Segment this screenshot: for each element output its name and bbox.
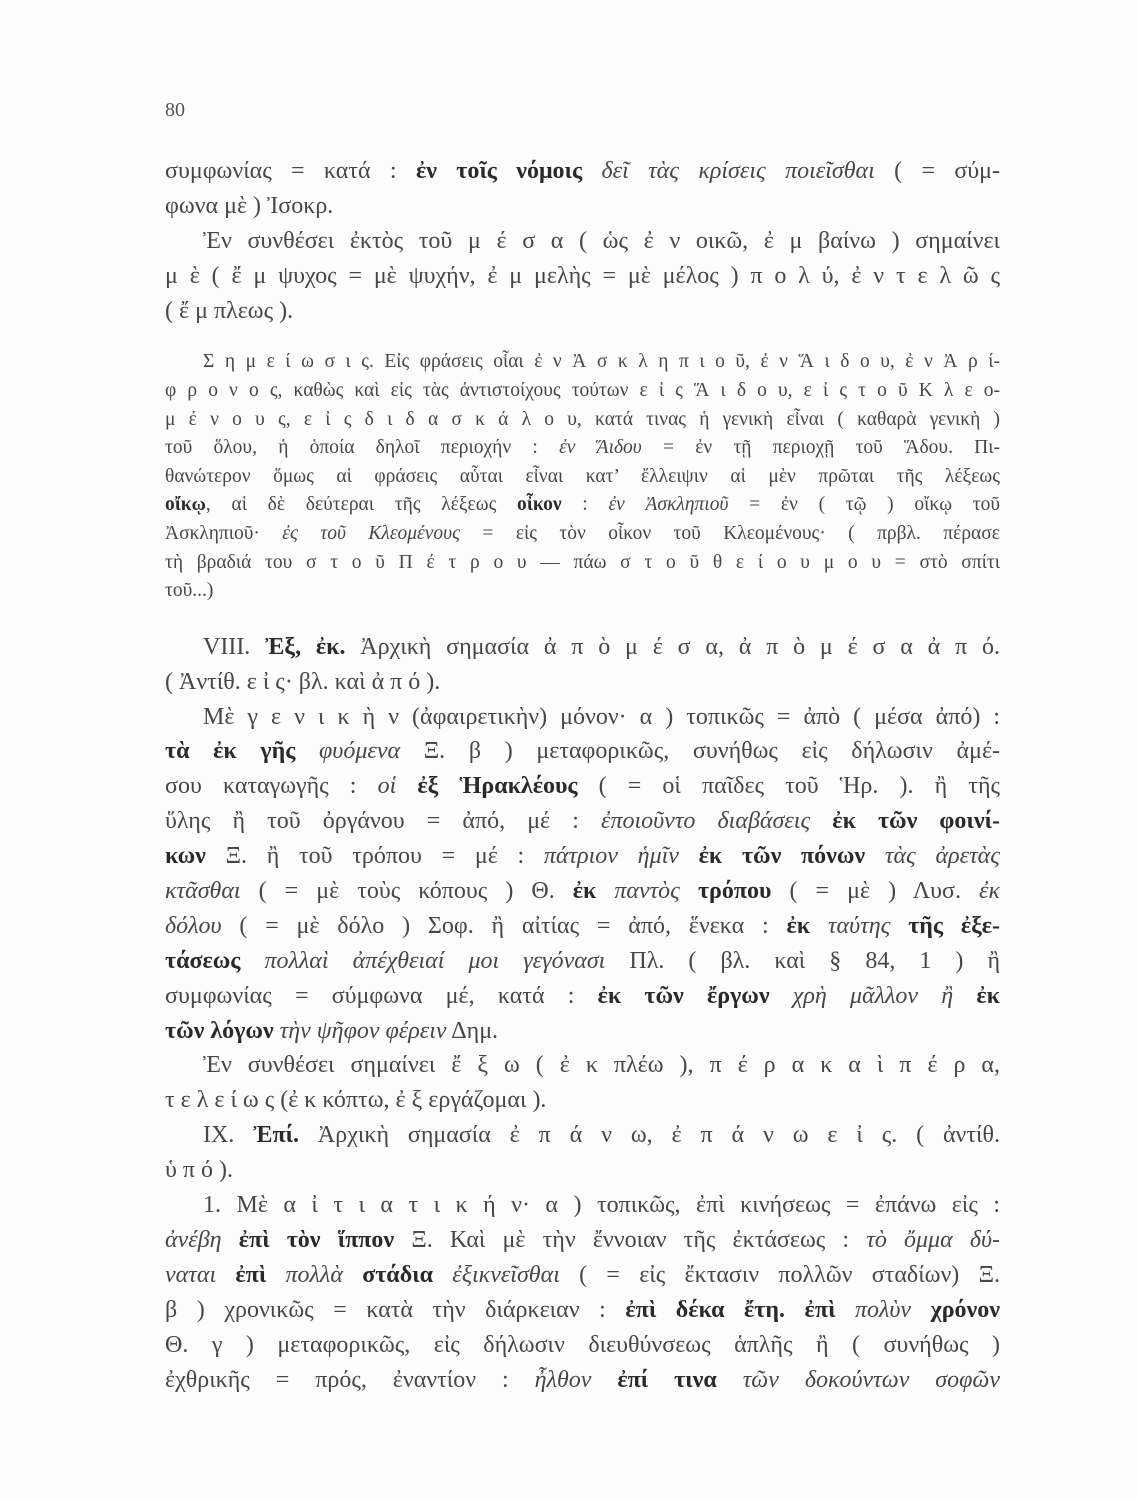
text-segment: Ἀρχικὴ σημασία ἐ π ά ν ω, ἐ π ά ν ω ε ἰ ς. ( ἀντίθ. (299, 1122, 1000, 1149)
bold-term: ἐκ (786, 912, 811, 939)
bold-term: ἐξ Ἡρακλέους (396, 773, 578, 800)
italic-example: ἦλθον (534, 1366, 592, 1393)
text-line (165, 1083, 1000, 1118)
text-segment: Θ. γ ) μεταφορικῶς, εἰς δήλωσιν διευθύνσεως ἁπλῆς ἢ ( συνήθως ) (165, 1331, 1000, 1358)
paragraph (165, 700, 1000, 1049)
text-segment: = ἐν ( τῷ ) οἴκῳ τοῦ (728, 494, 1000, 516)
text-line (165, 734, 1000, 769)
text-line (165, 1363, 1000, 1398)
text-segment: Ξ. Καὶ μὲ τὴν ἔννοιαν τῆς ἐκτάσεως : (394, 1226, 867, 1253)
italic-example: ἐποιοῦντο διαβάσεις (601, 808, 811, 835)
text-segment: Πλ. ( βλ. καὶ § 84, 1 ) ἢ (605, 947, 1000, 974)
text-segment: ἐχθρικῆς = πρός, ἐναντίον : (165, 1366, 535, 1393)
italic-example: τὴν ψῆφον φέρειν (273, 1017, 447, 1044)
bold-term: ἐκ τῶν ἔργων (597, 982, 770, 1009)
text-segment: φωνα μὲ ) Ἰσοκρ. (165, 192, 334, 219)
text-line (165, 1118, 1000, 1153)
text-segment: Δημ. (446, 1017, 499, 1044)
bold-term: Ἐξ, ἐκ. (265, 633, 346, 660)
text-line (165, 224, 1000, 259)
bold-term: οἴκῳ (165, 494, 206, 516)
text-line (165, 665, 1000, 700)
text-segment: Ἐν συνθέσει σημαίνει ἔ ξ ω ( ἐ κ πλέω ), π έ ρ α κ α ὶ π έ ρ α, (203, 1052, 1000, 1079)
italic-example: πάτριον ἡμῖν (543, 843, 679, 870)
text-line (165, 189, 1000, 224)
bold-term: οἶκον (517, 494, 562, 516)
bold-term: τῶν λόγων (165, 1017, 274, 1044)
text-line (165, 979, 1000, 1014)
text-segment: Μὲ γ ε ν ι κ ὴ ν (ἀφαιρετικὴν) μόνον· α ) τοπικῶς = ἀπὸ ( μέσα ἀπό) : (203, 703, 1000, 730)
text-line (165, 520, 1000, 549)
text-segment: IX. (203, 1122, 254, 1149)
text-segment: τοῦ...) (165, 580, 214, 602)
italic-example: πολλὰ (266, 1261, 343, 1288)
italic-example: ἐξικνεῖσθαι (433, 1261, 560, 1288)
text-line (165, 700, 1000, 735)
text-segment: φ ρ ο ν ο ς, καθὼς καὶ εἰς τὰς ἀντιστοίχους τούτων ε ἰ ς Ἅ ι δ ο υ, ε ἰ ς τ ο ῦ Κ λ ε ο- (165, 380, 1000, 402)
italic-example: φυόμενα (295, 738, 401, 765)
bold-term: χρόνον (911, 1296, 1000, 1323)
text-segment: ( ἔ μ πλεως ). (165, 297, 294, 324)
paragraph (165, 1188, 1000, 1397)
bold-term: ἐπὶ (216, 1261, 267, 1288)
bold-term: ἐπὶ τὸν ἵππον (221, 1226, 395, 1253)
text-line (165, 944, 1000, 979)
text-segment: συμφωνίας = σύμφωνα μέ, κατά : (165, 982, 598, 1009)
italic-example: κτᾶσθαι (165, 878, 241, 905)
bold-term: ἐκ (572, 878, 597, 905)
text-segment: ὕλης ἢ τοῦ ὀργάνου = ἀπό, μέ : (165, 808, 602, 835)
text-segment: Ἀσκληπιοῦ· (165, 523, 283, 545)
text-segment: Ἀρχικὴ σημασία ἀ π ὸ μ έ σ α, ἀ π ὸ μ έ σ α ἀ π ό. (345, 633, 1000, 660)
page-text-body (165, 154, 1000, 1397)
bold-term: ἐκ (953, 982, 1000, 1009)
bold-term: ἐπί τινα (591, 1366, 717, 1393)
text-line (165, 1014, 1000, 1049)
text-line (165, 1328, 1000, 1363)
text-segment: ( = εἰς ἔκτασιν πολλῶν σταδίων) Ξ. (559, 1261, 1000, 1288)
text-segment: Ἐν συνθέσει ἐκτὸς τοῦ μ έ σ α ( ὡς ἐ ν οικῶ, ἐ μ βαίνω ) σημαίνει (203, 227, 1000, 254)
italic-example: δεῖ τὰς κρίσεις ποιεῖσθαι (582, 158, 875, 184)
text-segment: = εἰς τὸν οἶκον τοῦ Κλεομένους· ( πρβλ. πέρασε (460, 523, 1000, 545)
paragraph (165, 224, 1000, 329)
bold-term: τὰ ἐκ γῆς (165, 738, 296, 765)
bold-term: τάσεως (165, 947, 241, 974)
bold-term: τρόπου (679, 878, 772, 905)
text-segment: ( = οἱ παῖδες τοῦ Ἡρ. ). ἢ τῆς (577, 773, 1000, 800)
text-segment: Σ η μ ε ί ω σ ι ς. Εἰς φράσεις οἷαι ἐ ν Ἀ σ κ λ η π ι ο ῦ, ἐ ν Ἅ ι δ ο υ, ἐ ν Ἀ ρ ί- (203, 351, 1000, 373)
bold-term: ἐπὶ δέκα ἔτη. ἐπὶ (625, 1296, 836, 1323)
text-segment: ( = μὲ δόλο ) Σοφ. ἢ αἰτίας = ἀπό, ἕνεκα : (221, 912, 787, 939)
text-segment: ὑ π ό ). (165, 1157, 233, 1184)
paragraph (165, 1118, 1000, 1188)
text-segment: τ ε λ ε ί ω ς (ἐ κ κόπτω, ἐ ξ εργάζομαι ). (165, 1087, 547, 1114)
text-line (165, 1048, 1000, 1083)
italic-example: ἐκ (979, 878, 1000, 905)
text-line (165, 874, 1000, 909)
italic-example: ναται (165, 1261, 217, 1288)
text-segment: Ξ. β ) μεταφορικῶς, συνήθως εἰς δήλωσιν ἀμέ- (400, 738, 1000, 765)
text-line (165, 549, 1000, 578)
text-segment: ( = σύμ- (874, 158, 1000, 184)
text-line (165, 1188, 1000, 1223)
italic-example: δόλου (165, 912, 222, 939)
text-segment: συμφωνίας = κατά : (165, 158, 416, 184)
paragraph (165, 154, 1000, 224)
text-segment: θανώτερον ὅμως αἱ φράσεις αὗται εἶναι κατ’ ἔλλειψιν αἱ μὲν πρῶται τῆς λέξεως (165, 465, 1000, 487)
text-segment: : (561, 494, 609, 516)
text-line (165, 1223, 1000, 1258)
text-line (165, 294, 1000, 329)
paragraph (165, 630, 1000, 700)
text-line (165, 154, 1000, 189)
text-line (165, 348, 1000, 377)
text-segment: ( = μὲ τοὺς κόπους ) Θ. (240, 878, 573, 905)
text-line (165, 463, 1000, 492)
italic-example: πολὺν (835, 1296, 912, 1323)
italic-example: ἀνέβη (165, 1226, 222, 1253)
text-line (165, 1153, 1000, 1188)
text-line (165, 1293, 1000, 1328)
text-segment: β ) χρονικῶς = κατὰ τὴν διάρκειαν : (165, 1296, 626, 1323)
italic-example: ταύτης (810, 912, 891, 939)
paragraph (165, 1048, 1000, 1118)
italic-example: τὰς ἀρετὰς (865, 843, 1000, 870)
text-line (165, 1258, 1000, 1293)
text-segment: 1. Μὲ α ἰ τ ι α τ ι κ ή ν· α ) τοπικῶς, ἐπὶ κινήσεως = ἐπάνω εἰς : (203, 1192, 1000, 1219)
text-line (165, 377, 1000, 406)
text-line (165, 839, 1000, 874)
text-line (165, 804, 1000, 839)
italic-example: τὸ ὄμμα δύ- (866, 1226, 1000, 1253)
italic-example: παντὸς (596, 878, 680, 905)
text-line (165, 491, 1000, 520)
text-segment: ( = μὲ ) Λυσ. (771, 878, 980, 905)
text-segment: VIII. (203, 633, 266, 660)
text-segment: μ έ ν ο υ ς, ε ἰ ς δ ι δ α σ κ ά λ ο υ, κατά τινας ἡ γενικὴ εἶναι ( καθαρὰ γενικὴ ) (165, 408, 1000, 430)
text-line (165, 434, 1000, 463)
text-segment: , αἱ δὲ δεύτεραι τῆς λέξεως (205, 494, 518, 516)
italic-example: ἐς τοῦ Κλεομένους (282, 523, 461, 545)
text-line (165, 406, 1000, 435)
page-number: 80 (165, 99, 185, 121)
text-line (165, 909, 1000, 944)
text-line (165, 769, 1000, 804)
bold-term: ἐκ τῶν φοινί- (810, 808, 1000, 835)
text-segment: μ ὲ ( ἔ μ ψυχος = μὲ ψυχήν, ἐ μ μελὴς = μὲ μέλος ) π ο λ ύ, ἐ ν τ ε λ ῶ ς (165, 262, 1000, 289)
text-segment: ( Ἀντίθ. ε ἰ ς· βλ. καὶ ἀ π ό ). (165, 668, 441, 695)
note-paragraph (165, 348, 1000, 605)
bold-term: κων (165, 843, 206, 870)
bold-term: ἐν τοῖς νόμοις (415, 158, 583, 184)
italic-example: πολλαὶ ἀπέχθειαί μοι γεγόνασι (240, 947, 606, 974)
italic-example: οἱ (377, 773, 397, 800)
bold-term: στάδια (342, 1261, 433, 1288)
text-segment: τοῦ ὅλου, ἡ ὁποία δηλοῖ περιοχήν : (165, 437, 560, 459)
bold-term: Ἐπί. (253, 1122, 300, 1149)
text-segment: τὴ βραδιά του σ τ ο ῦ Π έ τ ρ ο υ — πάω σ τ ο ῦ θ ε ί ο υ μ ο υ = στὸ σπίτι (165, 551, 1000, 573)
bold-term: τῆς ἐξε- (890, 912, 1000, 939)
text-segment: = ἐν τῇ περιοχῇ τοῦ Ἅδου. Πι- (641, 437, 1000, 459)
italic-example: ἐν Ἀσκληπιοῦ (608, 494, 729, 516)
text-line (165, 577, 1000, 606)
italic-example: χρὴ μᾶλλον ἢ (769, 982, 954, 1009)
italic-example: τῶν δοκούντων σοφῶν (716, 1366, 1000, 1393)
text-segment: Ξ. ἢ τοῦ τρόπου = μέ : (205, 843, 544, 870)
text-line (165, 630, 1000, 665)
bold-term: ἐκ τῶν πόνων (678, 843, 866, 870)
text-segment: σου καταγωγῆς : (165, 773, 378, 800)
text-line (165, 259, 1000, 294)
italic-example: ἐν Ἅιδου (559, 437, 642, 459)
